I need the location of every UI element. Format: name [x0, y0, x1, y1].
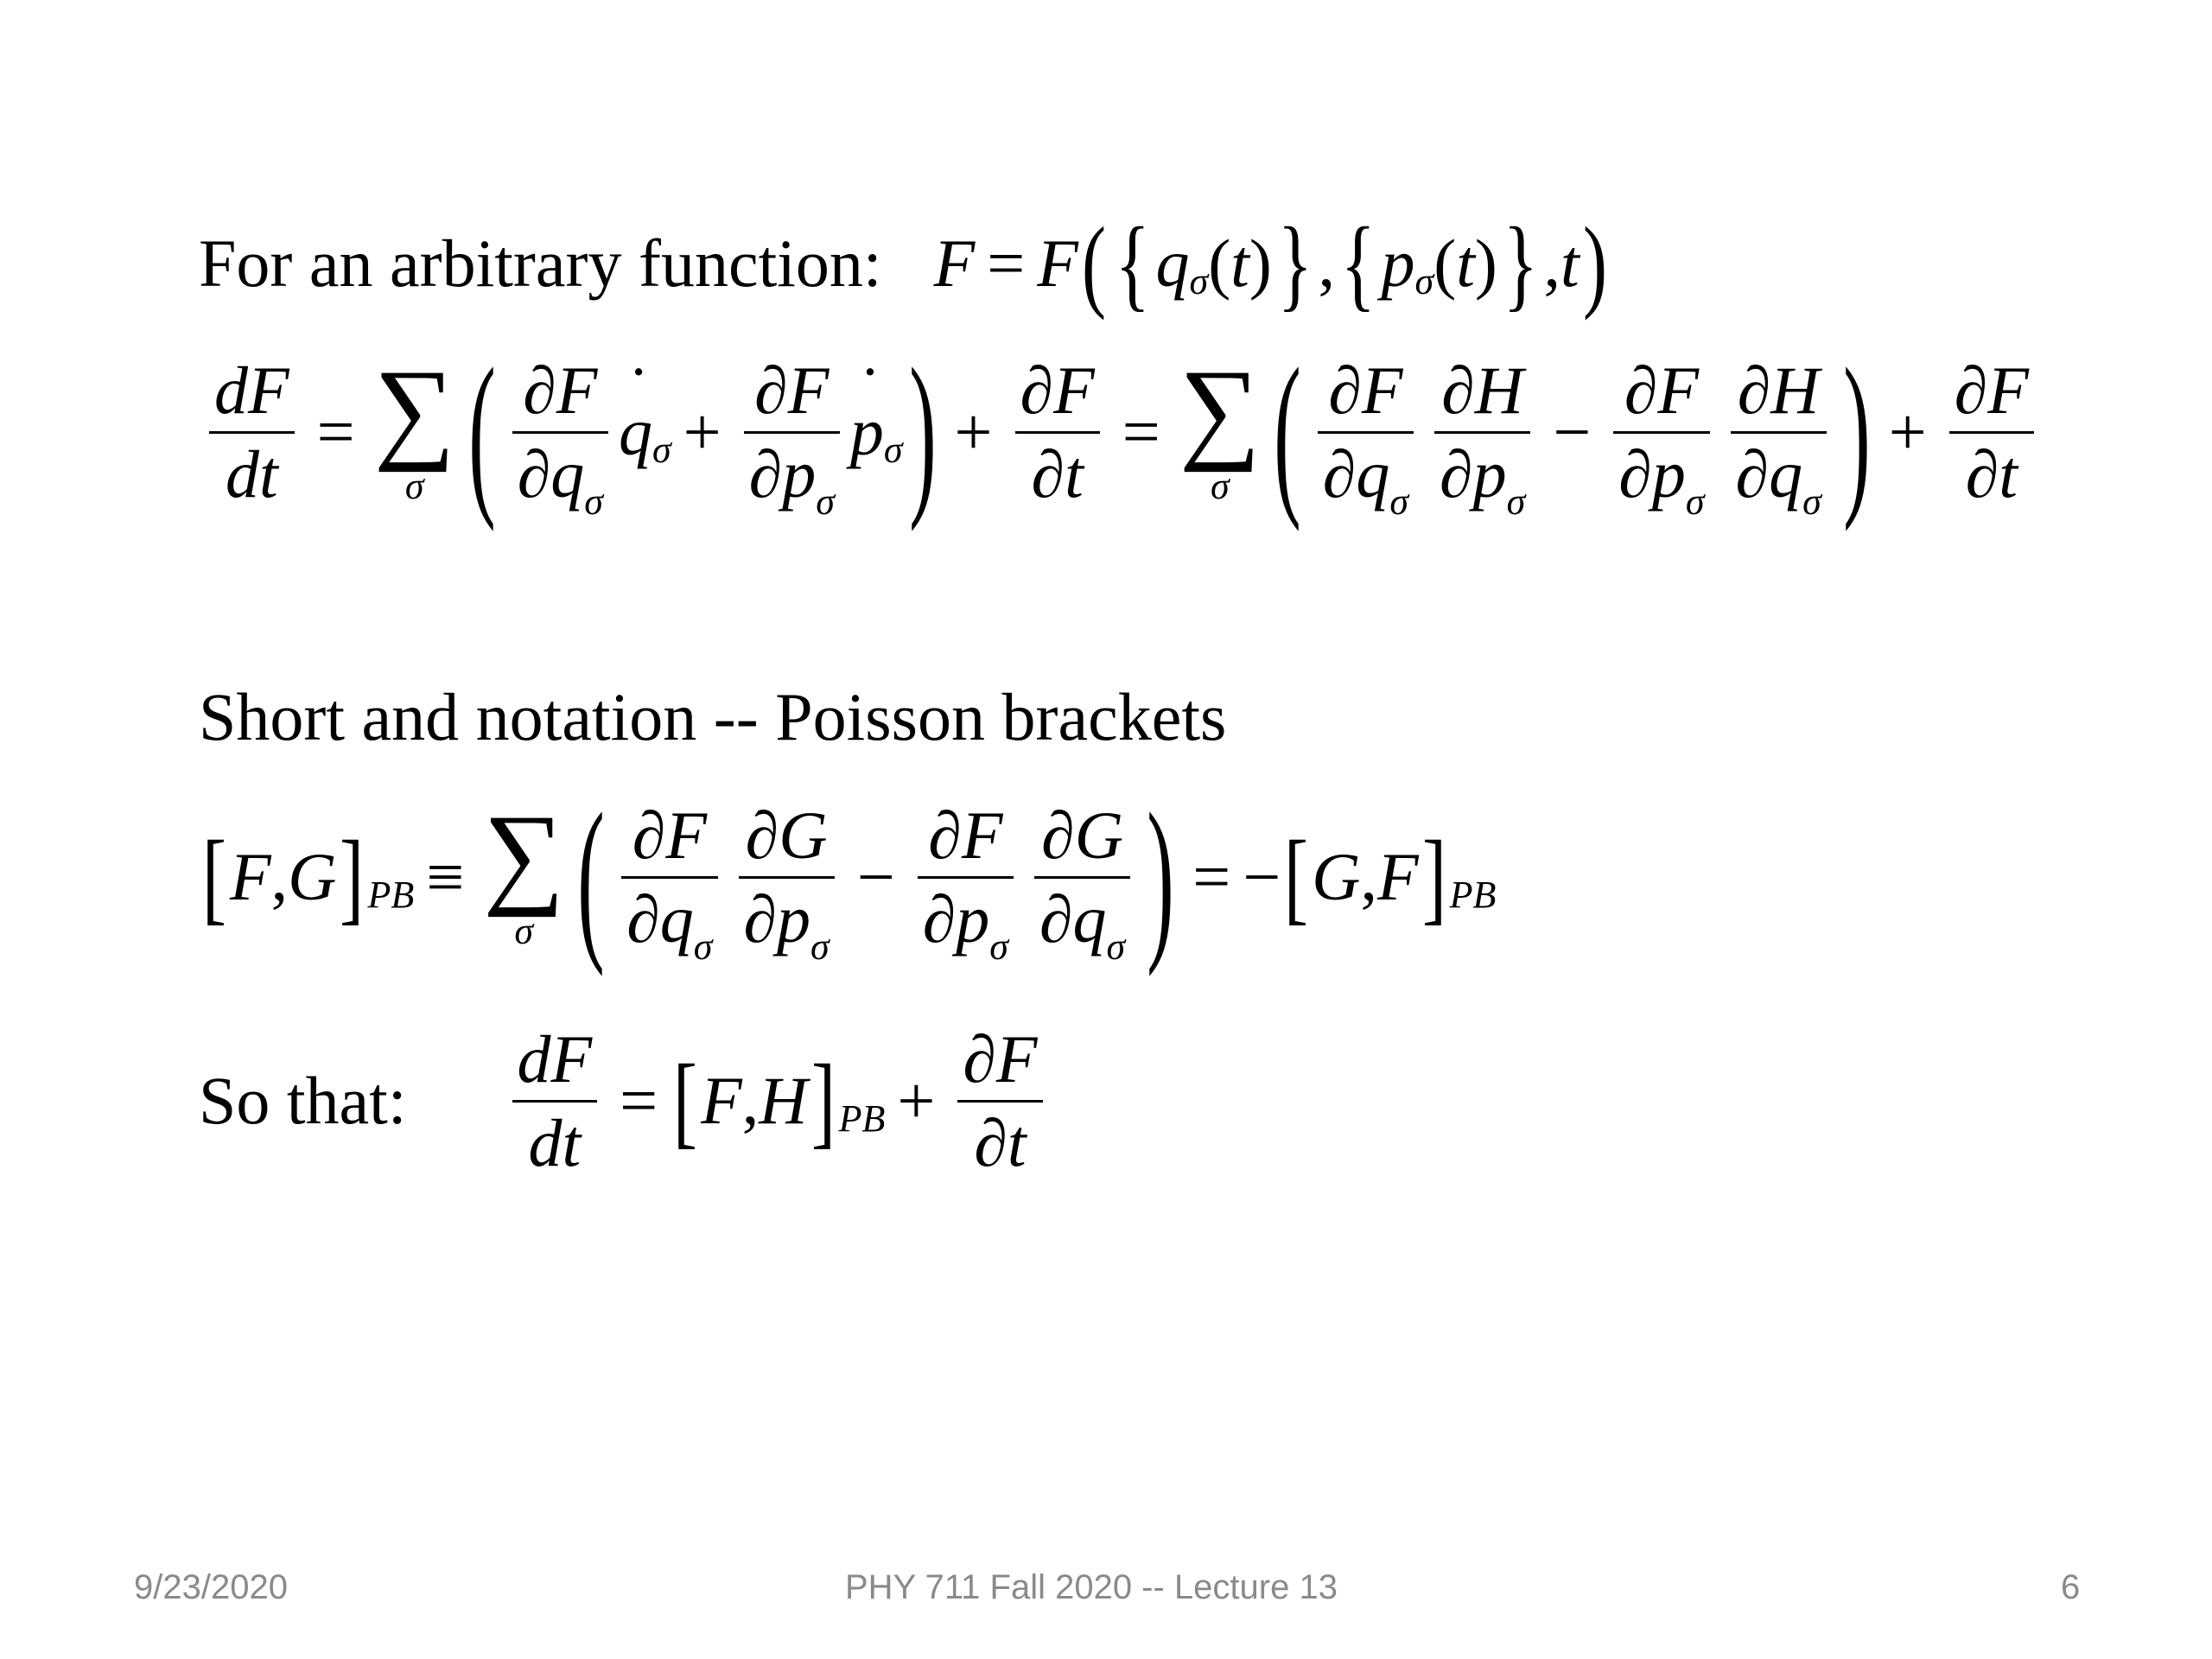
footer-title: PHY 711 Fall 2020 -- Lecture 13: [845, 1568, 1338, 1606]
equation-time-evolution: $\frac{dF}{dt}$ = [ F , H ] PB + $\frac{\partial F}{\partial t}$: [502, 1024, 1053, 1179]
poisson-brackets-heading: [199, 678, 1226, 756]
line-so-that: [199, 1021, 1053, 1180]
arbitrary-function-label: For an arbitrary function:: [199, 226, 882, 301]
heading-text: Short and notation -- Poisson brackets: [199, 679, 1227, 754]
equation-total-derivative: $\frac{dF}{dt}$ = ∑ σ ( $\frac{\partial F}{\partial q_\sigma}$ ˙ q σ + $\frac{\partial F}{\partial p_\sigma}$ ˙ p σ ) + $\frac{\partial F}{\partial t}$ = ∑ σ ( $\frac{\partial F}{\partial q_\sigma}$ $\frac{\partial H}{\partial p_\sigma}$ − $\frac{\partial F}{\partial p_\sigma}$ $\frac{\partial H}{\partial q_\sigma}$ ) + $\frac{\partial F}{\partial t}$: [199, 341, 2044, 523]
footer-date: 9/23/2020: [134, 1568, 288, 1606]
line-arbitrary-function: [199, 206, 1611, 321]
so-that-label: So that:: [199, 1063, 407, 1139]
footer-page-number: 6: [2061, 1568, 2081, 1606]
equation-poisson-bracket-definition: [ F , G ] PB ≡ ∑ σ ( $\frac{\partial F}{\partial q_\sigma}$ $\frac{\partial G}{\partial p_\sigma}$ − $\frac{\partial F}{\partial p_\sigma}$ $\frac{\partial G}{\partial q_\sigma}$ ) = − [ G , F ] PB: [201, 777, 1497, 977]
function-definition-math: F = F ( { q σ ( t ) } , { p σ ( t ) } , t ): [933, 206, 1607, 321]
